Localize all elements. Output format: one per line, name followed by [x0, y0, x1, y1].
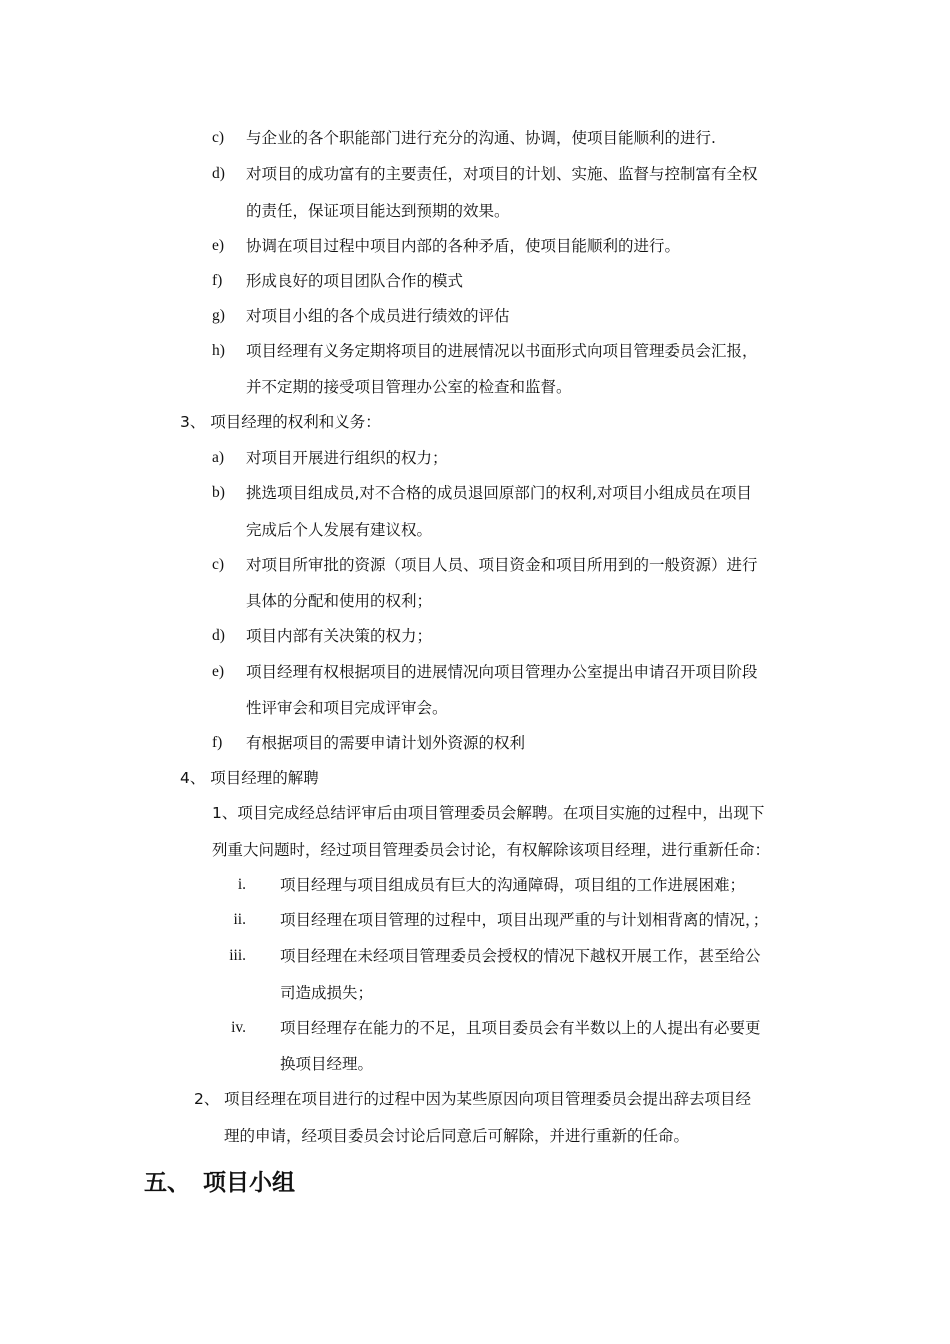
list-marker-g: g) [212, 307, 225, 324]
s4-para1-line2: 列重大问题时，经过项目管理委员会讨论，有权解除该项目经理，进行重新任命： [212, 841, 771, 859]
s3-marker-c: c) [212, 556, 225, 573]
s3-item-c-line1: 对项目所审批的资源（项目人员、项目资金和项目所用到的一般资源）进行 [246, 556, 758, 574]
s3-item-b-line1: 挑选项目组成员,对不合格的成员退回原部门的权利,对项目小组成员在项目 [246, 484, 752, 502]
list-item-h-line2: 并不定期的接受项目管理办公室的检查和监督。 [246, 378, 572, 396]
list-item-d-line2: 的责任，保证项目能达到预期的效果。 [246, 202, 510, 220]
s3-item-f-line1: 有根据项目的需要申请计划外资源的权利 [246, 734, 526, 752]
s3-marker-b: b) [212, 484, 225, 501]
list-item-d-line1: 对项目的成功富有的主要责任，对项目的计划、实施、监督与控制富有全权 [246, 165, 758, 183]
section-5-title: 项目小组 [203, 1170, 295, 1196]
roman-marker-ii: ii. [233, 911, 246, 928]
roman-marker-iii: iii. [229, 947, 246, 964]
s3-item-d-line1: 项目内部有关决策的权力； [246, 627, 433, 645]
s3-marker-f: f) [212, 734, 223, 751]
s3-item-a-line1: 对项目开展进行组织的权力； [246, 449, 448, 467]
roman-item-iv-line1: 项目经理存在能力的不足，且项目委员会有半数以上的人提出有必要更 [280, 1019, 761, 1037]
s3-marker-d: d) [212, 627, 225, 644]
roman-item-i-line1: 项目经理与项目组成员有巨大的沟通障碍，项目组的工作进展困难； [280, 876, 746, 894]
s3-item-e-line2: 性评审会和项目完成评审会。 [246, 699, 448, 717]
s3-item-b-line2: 完成后个人发展有建议权。 [246, 521, 433, 539]
s3-marker-e: e) [212, 663, 225, 680]
roman-item-iii-line2: 司造成损失； [280, 984, 374, 1002]
roman-item-ii-line1: 项目经理在项目管理的过程中，项目出现严重的与计划相背离的情况，； [280, 911, 769, 929]
s4-para1-line1: 1、项目完成经总结评审后由项目管理委员会解聘。在项目实施的过程中，出现下 [212, 804, 765, 822]
roman-item-iv-line2: 换项目经理。 [280, 1055, 374, 1073]
list-item-c-line1: 与企业的各个职能部门进行充分的沟通、协调，使项目能顺利的进行. [246, 129, 716, 147]
list-item-f-line1: 形成良好的项目团队合作的模式 [246, 272, 464, 290]
list-marker-c: c) [212, 129, 225, 146]
s3-item-e-line1: 项目经理有权根据项目的进展情况向项目管理办公室提出申请召开项目阶段 [246, 663, 758, 681]
s4-para2-line2: 理的申请，经项目委员会讨论后同意后可解除，并进行重新的任命。 [224, 1127, 690, 1145]
list-marker-h: h) [212, 342, 225, 359]
section-4-heading: 4、 项目经理的解聘 [180, 769, 319, 787]
list-item-g-line1: 对项目小组的各个成员进行绩效的评估 [246, 307, 510, 325]
roman-marker-i: i. [237, 876, 246, 893]
list-item-h-line1: 项目经理有义务定期将项目的进展情况以书面形式向项目管理委员会汇报， [246, 342, 758, 360]
list-marker-d: d) [212, 165, 225, 182]
s4-para2-marker: 2、 [194, 1090, 220, 1108]
s3-marker-a: a) [212, 449, 225, 466]
list-item-e-line1: 协调在项目过程中项目内部的各种矛盾，使项目能顺利的进行。 [246, 237, 681, 255]
roman-marker-iv: iv. [231, 1019, 246, 1036]
list-marker-f: f) [212, 272, 223, 289]
section-3-heading: 3、 项目经理的权利和义务： [180, 413, 381, 431]
list-marker-e: e) [212, 237, 225, 254]
section-5-number: 五、 [144, 1170, 190, 1196]
roman-item-iii-line1: 项目经理在未经项目管理委员会授权的情况下越权开展工作，甚至给公 [280, 947, 761, 965]
s3-item-c-line2: 具体的分配和使用的权利； [246, 592, 433, 610]
s4-para2-line1: 项目经理在项目进行的过程中因为某些原因向项目管理委员会提出辞去项目经 [224, 1090, 752, 1108]
